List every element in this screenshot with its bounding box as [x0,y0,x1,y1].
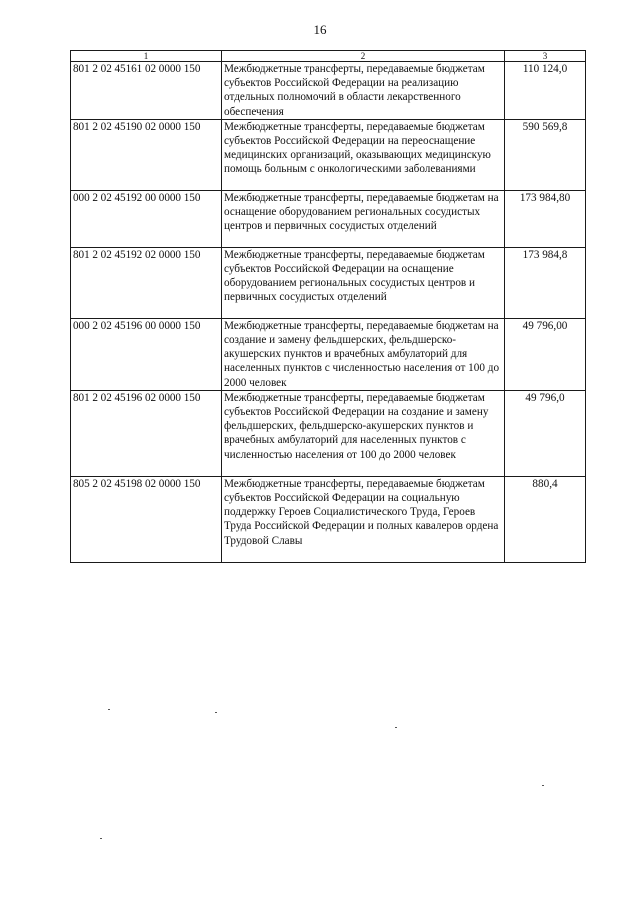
budget-code-cell: 801 2 02 45190 02 0000 150 [71,119,222,190]
table-row [71,476,586,562]
scan-speck [542,785,544,786]
scan-speck [108,709,110,710]
budget-code-cell: 805 2 02 45198 02 0000 150 [71,476,222,562]
amount-cell: 590 569,8 [505,119,586,190]
amount-cell: 880,4 [505,476,586,562]
column-header-name: 2 [222,51,505,62]
description-cell: Межбюджетные трансферты, передаваемые бюджетам на создание и замену фельдшерских, фельдшерско-акушерских пунктов и врачебных амбулаторий для населенных пунктов с численностью населения от 100 до 2000 человек [222,318,505,390]
amount-cell: 110 124,0 [505,62,586,120]
table-row [71,247,586,318]
table-row [71,119,586,190]
budget-code-cell: 801 2 02 45196 02 0000 150 [71,390,222,476]
column-header-code: 1 [71,51,222,62]
table-row [71,390,586,476]
description-cell: Межбюджетные трансферты, передаваемые бюджетам субъектов Российской Федерации на переоснащение медицинских организаций, оказывающих медицинскую помощь больным с онкологическими заболеваниями [222,119,505,190]
amount-cell: 173 984,80 [505,190,586,247]
column-header-amount: 3 [505,51,586,62]
description-cell: Межбюджетные трансферты, передаваемые бюджетам субъектов Российской Федерации на реализацию отдельных полномочий в области лекарственного обеспечения [222,62,505,120]
budget-code-cell: 801 2 02 45161 02 0000 150 [71,62,222,120]
description-cell: Межбюджетные трансферты, передаваемые бюджетам субъектов Российской Федерации на создание и замену фельдшерских, фельдшерско-акушерских пунктов и врачебных амбулаторий для населенных пунктов с численностью населения от 100 до 2000 человек [222,390,505,476]
budget-code-cell: 000 2 02 45196 00 0000 150 [71,318,222,390]
description-cell: Межбюджетные трансферты, передаваемые бюджетам субъектов Российской Федерации на оснащение оборудованием региональных сосудистых центров и первичных сосудистых отделений [222,247,505,318]
scan-speck [395,727,397,728]
description-cell: Межбюджетные трансферты, передаваемые бюджетам субъектов Российской Федерации на социальную поддержку Героев Социалистического Труда, Героев Труда Российской Федерации и полных кавалеров ордена Трудовой Славы [222,476,505,562]
table-row [71,190,586,247]
table-row [71,62,586,120]
description-cell: Межбюджетные трансферты, передаваемые бюджетам на оснащение оборудованием региональных сосудистых центров и первичных сосудистых отделений [222,190,505,247]
scan-speck [215,712,217,713]
amount-cell: 173 984,8 [505,247,586,318]
budget-code-cell: 801 2 02 45192 02 0000 150 [71,247,222,318]
amount-cell: 49 796,0 [505,390,586,476]
scan-speck [100,838,102,839]
amount-cell: 49 796,00 [505,318,586,390]
budget-table [70,50,586,563]
budget-code-cell: 000 2 02 45192 00 0000 150 [71,190,222,247]
page-number: 16 [313,22,327,37]
table-header-row [71,51,586,62]
table-row [71,318,586,390]
